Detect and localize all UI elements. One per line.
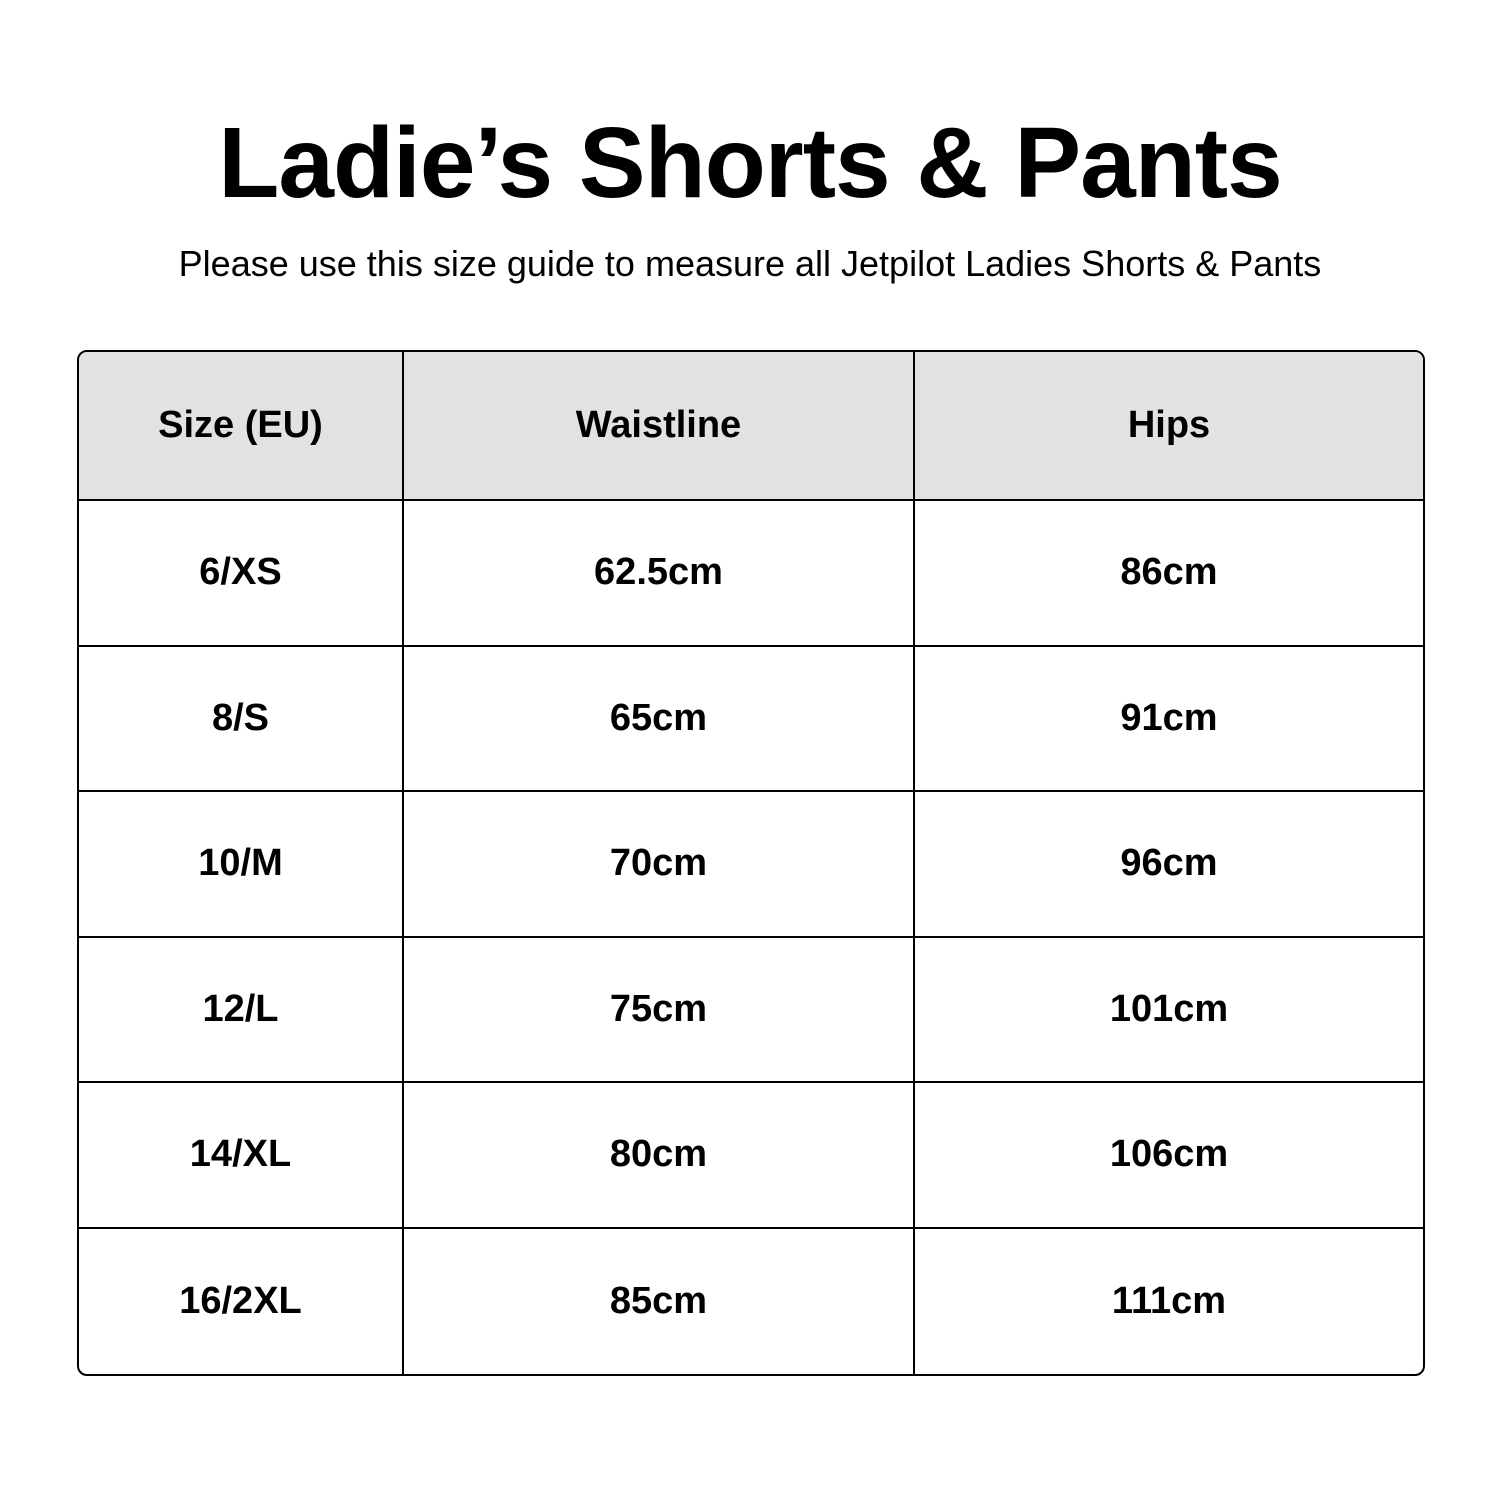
page-title: Ladie’s Shorts & Pants <box>218 107 1282 219</box>
table-cell-waistline: 85cm <box>404 1229 915 1375</box>
table-cell-waistline: 80cm <box>404 1083 915 1229</box>
table-cell-waistline: 75cm <box>404 938 915 1084</box>
table-cell-waistline: 65cm <box>404 647 915 793</box>
table-cell-hips: 91cm <box>915 647 1423 793</box>
table-cell-waistline: 70cm <box>404 792 915 938</box>
table-cell-waistline: 62.5cm <box>404 501 915 647</box>
table-cell-size: 14/XL <box>79 1083 404 1229</box>
table-cell-hips: 101cm <box>915 938 1423 1084</box>
table-cell-hips: 106cm <box>915 1083 1423 1229</box>
table-cell-size: 12/L <box>79 938 404 1084</box>
page-subtitle: Please use this size guide to measure all Jetpilot Ladies Shorts & Pants <box>178 243 1322 284</box>
table-cell-size: 8/S <box>79 647 404 793</box>
header-waistline: Waistline <box>404 352 915 501</box>
header-size: Size (EU) <box>79 352 404 501</box>
table-cell-hips: 111cm <box>1111 1279 1227 1322</box>
table-cell-hips: 96cm <box>915 792 1423 938</box>
table-cell-size: 6/XS <box>79 501 404 647</box>
table-cell-size: 16/2XL <box>79 1229 404 1375</box>
table-cell-hips: 86cm <box>915 501 1423 647</box>
header-hips: Hips <box>915 352 1423 501</box>
size-table <box>77 350 1425 1376</box>
table-cell-size: 10/M <box>79 792 404 938</box>
